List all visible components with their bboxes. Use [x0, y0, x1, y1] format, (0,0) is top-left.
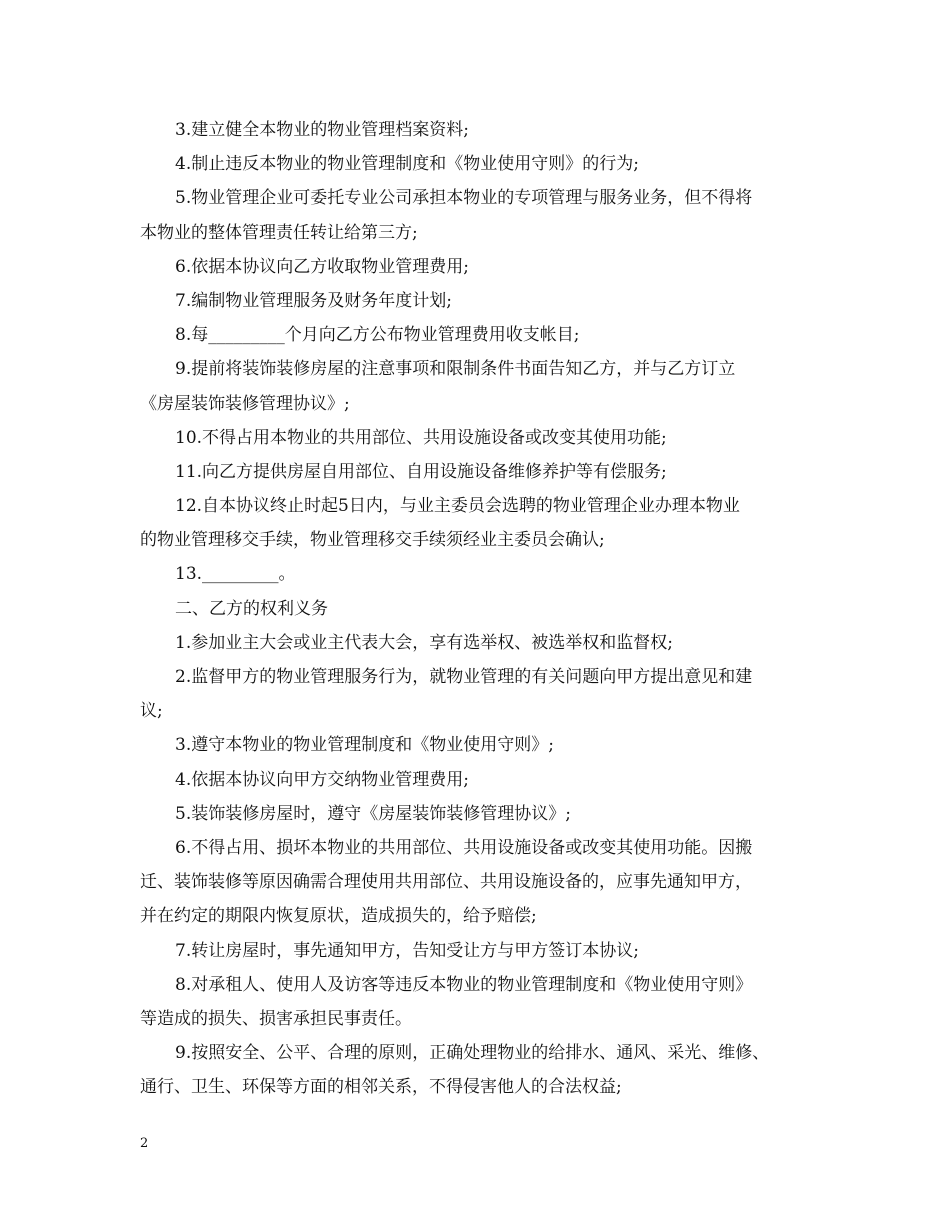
text-line: 的物业管理移交手续，物业管理移交手续须经业主委员会确认; — [140, 530, 605, 551]
text-line: 通行、卫生、环保等方面的相邻关系，不得侵害他人的合法权益; — [140, 1077, 622, 1098]
text-line: 二、乙方的权利义务 — [175, 598, 328, 619]
text-line: 6.依据本协议向乙方收取物业管理费用; — [175, 256, 469, 277]
text-line: 10.不得占用本物业的共用部位、共用设施设备或改变其使用功能; — [175, 427, 667, 448]
text-line: 12.自本协议终止时起5日内，与业主委员会选聘的物业管理企业办理本物业 — [175, 496, 740, 517]
text-line: 9.提前将装饰装修房屋的注意事项和限制条件书面告知乙方，并与乙方订立 — [175, 359, 736, 380]
text-line: 议; — [140, 701, 163, 722]
text-line: 迁、装饰装修等原因确需合理使用共用部位、共用设施设备的，应事先通知甲方， — [140, 872, 752, 893]
text-line: 8.对承租人、使用人及访客等违反本物业的物业管理制度和《物业使用守则》 — [175, 974, 753, 995]
text-line: 5.装饰装修房屋时，遵守《房屋装饰装修管理协议》; — [175, 803, 571, 824]
text-line: 5.物业管理企业可委托专业公司承担本物业的专项管理与服务业务，但不得将 — [175, 188, 753, 209]
text-line: 并在约定的期限内恢复原状，造成损失的，给予赔偿; — [140, 906, 537, 927]
text-line: 11.向乙方提供房屋自用部位、自用设施设备维修养护等有偿服务; — [175, 461, 667, 482]
text-line: 3.遵守本物业的物业管理制度和《物业使用守则》; — [175, 735, 554, 756]
text-line: 8.每_________个月向乙方公布物业管理费用收支帐目; — [175, 325, 580, 346]
text-line: 1.参加业主大会或业主代表大会，享有选举权、被选举权和监督权; — [175, 632, 673, 653]
page-number: 2 — [140, 1136, 149, 1151]
text-line: 7.转让房屋时，事先通知甲方，告知受让方与甲方签订本协议; — [175, 940, 639, 961]
document-body — [140, 113, 830, 1104]
text-line: 13._________。 — [175, 564, 296, 585]
text-line: 《房屋装饰装修管理协议》; — [140, 393, 350, 414]
text-line: 2.监督甲方的物业管理服务行为，就物业管理的有关问题向甲方提出意见和建 — [175, 667, 753, 687]
text-line: 7.编制物业管理服务及财务年度计划; — [175, 290, 452, 311]
text-line: 3.建立健全本物业的物业管理档案资料; — [175, 120, 469, 140]
text-line: 6.不得占用、损坏本物业的共用部位、共用设施设备或改变其使用功能。因搬 — [175, 837, 753, 858]
text-line: 本物业的整体管理责任转让给第三方; — [140, 222, 418, 243]
text-line: 4.制止违反本物业的物业管理制度和《物业使用守则》的行为; — [175, 154, 639, 175]
text-line: 4.依据本协议向甲方交纳物业管理费用; — [175, 769, 469, 790]
text-line: 等造成的损失、损害承担民事责任。 — [140, 1008, 412, 1029]
text-line: 9.按照安全、公平、合理的原则，正确处理物业的给排水、通风、采光、维修、 — [175, 1043, 770, 1064]
